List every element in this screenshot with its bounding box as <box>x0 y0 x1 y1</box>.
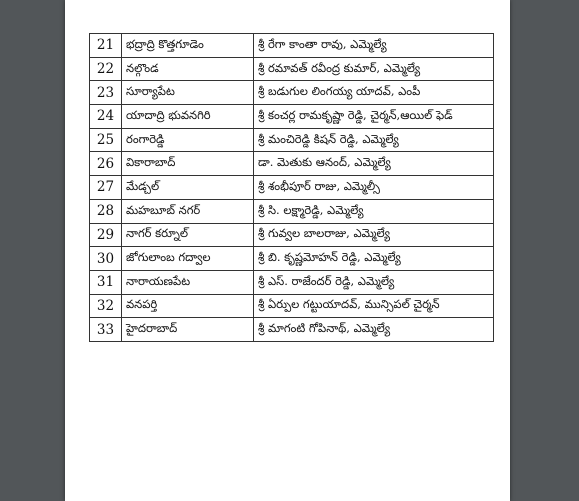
row-number: 21 <box>90 34 122 58</box>
representative-cell: శ్రీ సి. లక్ష్మారెడ్డి, ఎమ్మెల్యే <box>254 199 494 223</box>
representative-cell: శ్రీ గువ్వల బాలరాజు, ఎమ్మెల్యే <box>254 223 494 247</box>
district-cell: మహబూబ్ నగర్ <box>122 199 254 223</box>
document-page <box>65 0 510 501</box>
representative-cell: డా. మెతుకు ఆనంద్, ఎమ్మెల్యే <box>254 152 494 176</box>
district-cell: నాగర్ కర్నూల్ <box>122 223 254 247</box>
representative-cell: శ్రీ మంచిరెడ్డి కిషన్ రెడ్డి, ఎమ్మెల్యే <box>254 128 494 152</box>
representative-cell: శ్రీ శంభీపూర్ రాజు, ఎమ్మెల్సీ <box>254 176 494 200</box>
table-row <box>90 105 494 129</box>
district-cell: వనపర్తి <box>122 294 254 318</box>
representative-cell: శ్రీ రేగా కాంతా రావు, ఎమ్మెల్యే <box>254 34 494 58</box>
representative-cell: శ్రీ రమావత్ రవీంద్ర కుమార్, ఎమ్మెల్యే <box>254 57 494 81</box>
table-row <box>90 152 494 176</box>
table-row <box>90 247 494 271</box>
district-cell: వికారాబాద్ <box>122 152 254 176</box>
row-number: 29 <box>90 223 122 247</box>
table-row <box>90 294 494 318</box>
district-cell: రంగారెడ్డి <box>122 128 254 152</box>
district-cell: హైదరాబాద్ <box>122 318 254 342</box>
table-row <box>90 270 494 294</box>
row-number: 25 <box>90 128 122 152</box>
row-number: 28 <box>90 199 122 223</box>
row-number: 22 <box>90 57 122 81</box>
table-row <box>90 199 494 223</box>
district-cell: భద్రాద్రి కొత్తగూడెం <box>122 34 254 58</box>
representative-cell: శ్రీ మాగంటి గోపినాథ్, ఎమ్మెల్యే <box>254 318 494 342</box>
district-cell: మేడ్చల్ <box>122 176 254 200</box>
district-cell: నల్గొండ <box>122 57 254 81</box>
table-row <box>90 128 494 152</box>
district-cell: సూర్యాపేట <box>122 81 254 105</box>
district-cell: నారాయణపేట <box>122 270 254 294</box>
row-number: 27 <box>90 176 122 200</box>
table-row <box>90 34 494 58</box>
representative-cell: శ్రీ కంచర్ల రామకృష్ణా రెడ్డి, చైర్మన్,ఆయిల్ ఫెడ్ <box>254 105 494 129</box>
table-row <box>90 318 494 342</box>
district-cell: జోగులాంబ గద్వాల <box>122 247 254 271</box>
representative-cell: శ్రీ ఏర్పుల గట్టుయాదవ్, మున్సిపల్ చైర్మన్ <box>254 294 494 318</box>
district-table <box>89 33 494 342</box>
table-row <box>90 223 494 247</box>
representative-cell: శ్రీ బి. కృష్ణమోహన్ రెడ్డి, ఎమ్మెల్యే <box>254 247 494 271</box>
representative-cell: శ్రీ బడుగుల లింగయ్య యాదవ్, ఎంపీ <box>254 81 494 105</box>
row-number: 26 <box>90 152 122 176</box>
table-body <box>90 34 494 342</box>
table-row <box>90 57 494 81</box>
table-row <box>90 81 494 105</box>
representative-cell: శ్రీ ఎస్. రాజేందర్ రెడ్డి, ఎమ్మెల్యే <box>254 270 494 294</box>
row-number: 23 <box>90 81 122 105</box>
row-number: 30 <box>90 247 122 271</box>
table-row <box>90 176 494 200</box>
district-cell: యాదాద్రి భువనగిరి <box>122 105 254 129</box>
row-number: 31 <box>90 270 122 294</box>
row-number: 24 <box>90 105 122 129</box>
row-number: 32 <box>90 294 122 318</box>
row-number: 33 <box>90 318 122 342</box>
